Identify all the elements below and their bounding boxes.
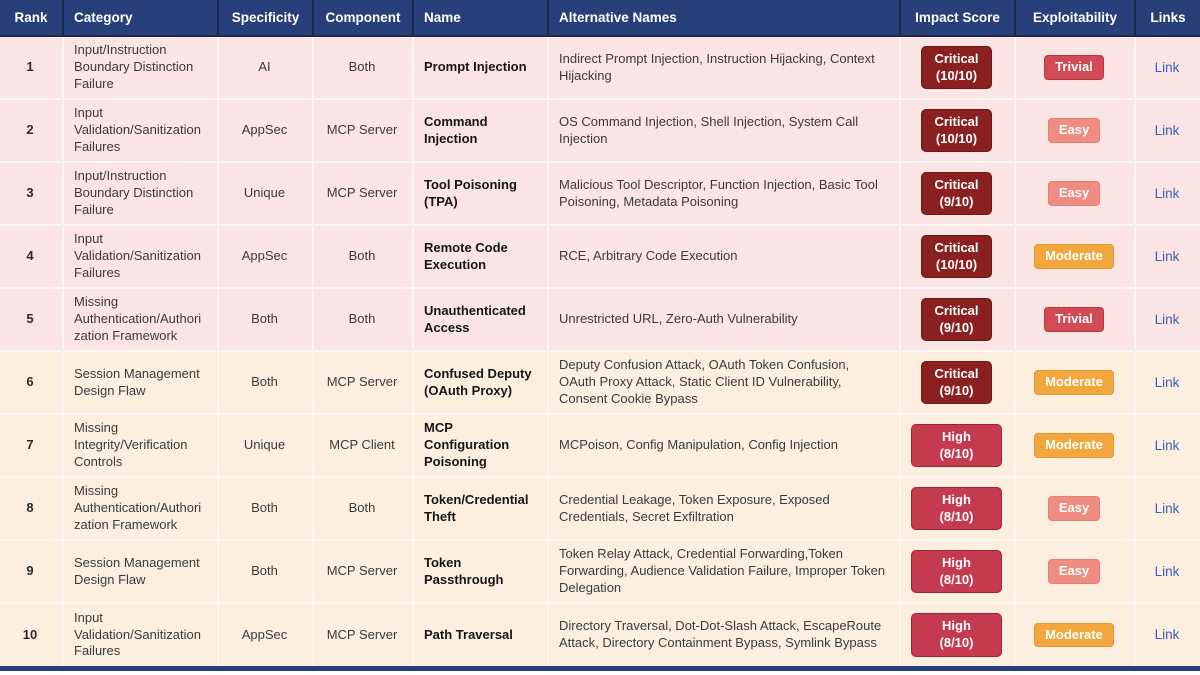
rank-cell (0, 351, 63, 414)
component-cell: Both (313, 288, 413, 351)
col-header-specificity: Specificity (218, 0, 313, 36)
component-cell: MCP Server (313, 603, 413, 666)
alternative-names-cell: MCPoison, Config Manipulation, Config Injection (548, 414, 900, 477)
name-cell: Prompt Injection (413, 36, 548, 99)
impact-score-text: (10/10) (935, 67, 978, 83)
category-cell: Missing Authentication/Authorization Framework (63, 288, 218, 351)
name-cell: Command Injection (413, 99, 548, 162)
col-header-links: Links (1135, 0, 1200, 36)
table-row (0, 36, 1200, 99)
rank-cell (0, 603, 63, 666)
component-cell: Both (313, 36, 413, 99)
link[interactable]: Link (1154, 59, 1180, 75)
impact-score-badge (911, 487, 1002, 531)
link[interactable]: Link (1154, 563, 1180, 579)
exploitability-cell (1015, 414, 1135, 477)
impact-score-cell (900, 225, 1015, 288)
specificity-cell: Both (218, 477, 313, 540)
exploitability-badge: Easy (1048, 559, 1100, 584)
category-cell: Input/Instruction Boundary Distinction Failure (63, 36, 218, 99)
rank-cell (0, 36, 63, 99)
exploitability-cell (1015, 540, 1135, 603)
alternative-names-cell: Token Relay Attack, Credential Forwarding,Token Forwarding, Audience Validation Failure, Improper Token Delegation (548, 540, 900, 603)
exploitability-cell (1015, 288, 1135, 351)
col-header-component: Component (313, 0, 413, 36)
name-cell: Unauthenticated Access (413, 288, 548, 351)
specificity-cell: AppSec (218, 225, 313, 288)
name-cell: Remote Code Execution (413, 225, 548, 288)
exploitability-badge: Moderate (1034, 244, 1114, 269)
impact-score-text: Critical (934, 239, 979, 255)
impact-score-text: Critical (934, 50, 979, 66)
component-cell: MCP Server (313, 162, 413, 225)
impact-score-text: (9/10) (939, 382, 974, 398)
impact-score-text: (10/10) (935, 130, 978, 146)
exploitability-badge: Moderate (1034, 370, 1114, 395)
name-cell: MCP Configuration Poisoning (413, 414, 548, 477)
exploitability-badge: Easy (1048, 496, 1100, 521)
rank-value: 1 (26, 59, 34, 75)
alternative-names-cell: Malicious Tool Descriptor, Function Injection, Basic Tool Poisoning, Metadata Poisoning (548, 162, 900, 225)
impact-score-text: (9/10) (939, 319, 974, 335)
name-cell: Token Passthrough (413, 540, 548, 603)
category-cell: Input Validation/Sanitization Failures (63, 603, 218, 666)
component-cell: Both (313, 225, 413, 288)
table-row (0, 162, 1200, 225)
links-cell (1135, 288, 1200, 351)
exploitability-cell (1015, 603, 1135, 666)
impact-score-badge (921, 235, 991, 279)
link[interactable]: Link (1154, 248, 1180, 264)
name-cell: Confused Deputy (OAuth Proxy) (413, 351, 548, 414)
rank-value: 3 (26, 185, 34, 201)
impact-score-cell (900, 351, 1015, 414)
component-cell: MCP Server (313, 99, 413, 162)
category-cell: Missing Integrity/Verification Controls (63, 414, 218, 477)
exploitability-cell (1015, 351, 1135, 414)
links-cell (1135, 36, 1200, 99)
links-cell (1135, 99, 1200, 162)
specificity-cell: Both (218, 351, 313, 414)
component-cell: MCP Server (313, 351, 413, 414)
alternative-names-cell: OS Command Injection, Shell Injection, System Call Injection (548, 99, 900, 162)
rank-cell (0, 477, 63, 540)
exploitability-badge: Easy (1048, 118, 1100, 143)
exploitability-cell (1015, 36, 1135, 99)
impact-score-cell (900, 99, 1015, 162)
impact-score-badge (911, 550, 1002, 594)
impact-score-badge (921, 172, 991, 216)
alternative-names-cell: Credential Leakage, Token Exposure, Exposed Credentials, Secret Exfiltration (548, 477, 900, 540)
impact-score-cell (900, 477, 1015, 540)
col-header-alternative-names: Alternative Names (548, 0, 900, 36)
table-row (0, 414, 1200, 477)
rank-cell (0, 99, 63, 162)
rank-value: 9 (26, 563, 34, 579)
impact-score-text: High (8/10) (939, 491, 974, 524)
exploitability-cell (1015, 225, 1135, 288)
link[interactable]: Link (1154, 437, 1180, 453)
links-cell (1135, 603, 1200, 666)
alternative-names-cell: RCE, Arbitrary Code Execution (548, 225, 900, 288)
rank-cell (0, 225, 63, 288)
specificity-cell: AI (218, 36, 313, 99)
exploitability-badge: Moderate (1034, 433, 1114, 458)
name-cell: Path Traversal (413, 603, 548, 666)
bottom-bar (0, 666, 1200, 671)
links-cell (1135, 540, 1200, 603)
links-cell (1135, 414, 1200, 477)
rank-cell (0, 162, 63, 225)
impact-score-text: (10/10) (935, 256, 978, 272)
impact-score-badge (911, 424, 1002, 468)
category-cell: Input Validation/Sanitization Failures (63, 99, 218, 162)
table-row (0, 288, 1200, 351)
table-row (0, 351, 1200, 414)
rank-value: 5 (26, 311, 34, 327)
name-cell: Token/Credential Theft (413, 477, 548, 540)
name-cell: Tool Poisoning (TPA) (413, 162, 548, 225)
link[interactable]: Link (1154, 374, 1180, 390)
rank-value: 2 (26, 122, 34, 138)
impact-score-cell (900, 603, 1015, 666)
impact-score-cell (900, 540, 1015, 603)
exploitability-badge: Trivial (1044, 55, 1104, 80)
link[interactable]: Link (1154, 185, 1180, 201)
alternative-names-cell: Directory Traversal, Dot-Dot-Slash Attack, EscapeRoute Attack, Directory Containment Bypass, Symlink Bypass (548, 603, 900, 666)
specificity-cell: Unique (218, 414, 313, 477)
impact-score-text: Critical (934, 365, 979, 381)
alternative-names-cell: Indirect Prompt Injection, Instruction Hijacking, Context Hijacking (548, 36, 900, 99)
col-header-exploitability: Exploitability (1015, 0, 1135, 36)
impact-score-badge (921, 298, 991, 342)
rank-value: 7 (26, 437, 34, 453)
header-row (0, 0, 1200, 36)
table-row (0, 603, 1200, 666)
link[interactable]: Link (1154, 627, 1180, 643)
rank-cell (0, 288, 63, 351)
col-header-impact-score: Impact Score (900, 0, 1015, 36)
exploitability-badge: Moderate (1034, 623, 1114, 648)
exploitability-cell (1015, 162, 1135, 225)
rank-cell (0, 540, 63, 603)
specificity-cell: AppSec (218, 99, 313, 162)
impact-score-cell (900, 414, 1015, 477)
impact-score-badge (911, 613, 1002, 657)
exploitability-badge: Easy (1048, 181, 1100, 206)
component-cell: MCP Server (313, 540, 413, 603)
impact-score-text: High (8/10) (939, 554, 974, 587)
specificity-cell: AppSec (218, 603, 313, 666)
rank-value: 8 (26, 500, 34, 516)
impact-score-badge (921, 361, 991, 405)
table-row (0, 540, 1200, 603)
rank-value: 10 (22, 626, 38, 642)
category-cell: Input Validation/Sanitization Failures (63, 225, 218, 288)
rank-value: 4 (26, 248, 34, 264)
category-cell: Session Management Design Flaw (63, 351, 218, 414)
alternative-names-cell: Unrestricted URL, Zero-Auth Vulnerability (548, 288, 900, 351)
impact-score-cell (900, 36, 1015, 99)
links-cell (1135, 225, 1200, 288)
rank-value: 6 (26, 374, 34, 390)
category-cell: Session Management Design Flaw (63, 540, 218, 603)
impact-score-text: Critical (934, 113, 979, 129)
impact-score-cell (900, 288, 1015, 351)
category-cell: Missing Authentication/Authorization Framework (63, 477, 218, 540)
component-cell: Both (313, 477, 413, 540)
link[interactable]: Link (1154, 311, 1180, 327)
table-row (0, 225, 1200, 288)
alternative-names-cell: Deputy Confusion Attack, OAuth Token Confusion, OAuth Proxy Attack, Static Client ID Vulnerability, Consent Cookie Bypass (548, 351, 900, 414)
link[interactable]: Link (1154, 122, 1180, 138)
table-row (0, 477, 1200, 540)
impact-score-badge (921, 109, 991, 153)
exploitability-cell (1015, 477, 1135, 540)
impact-score-badge (921, 46, 991, 90)
table-row (0, 99, 1200, 162)
impact-score-cell (900, 162, 1015, 225)
links-cell (1135, 477, 1200, 540)
col-header-rank: Rank (0, 0, 63, 36)
col-header-category: Category (63, 0, 218, 36)
component-cell: MCP Client (313, 414, 413, 477)
specificity-cell: Both (218, 540, 313, 603)
impact-score-text: (9/10) (939, 193, 974, 209)
impact-score-text: High (8/10) (939, 428, 974, 461)
impact-score-text: Critical (934, 176, 979, 192)
specificity-cell: Both (218, 288, 313, 351)
exploitability-badge: Trivial (1044, 307, 1104, 332)
category-cell: Input/Instruction Boundary Distinction Failure (63, 162, 218, 225)
rank-cell (0, 414, 63, 477)
specificity-cell: Unique (218, 162, 313, 225)
links-cell (1135, 351, 1200, 414)
col-header-name: Name (413, 0, 548, 36)
impact-score-text: High (8/10) (939, 618, 974, 650)
link[interactable]: Link (1154, 500, 1180, 516)
exploitability-cell (1015, 99, 1135, 162)
impact-score-text: Critical (934, 302, 979, 318)
table-body (0, 36, 1200, 666)
links-cell (1135, 162, 1200, 225)
